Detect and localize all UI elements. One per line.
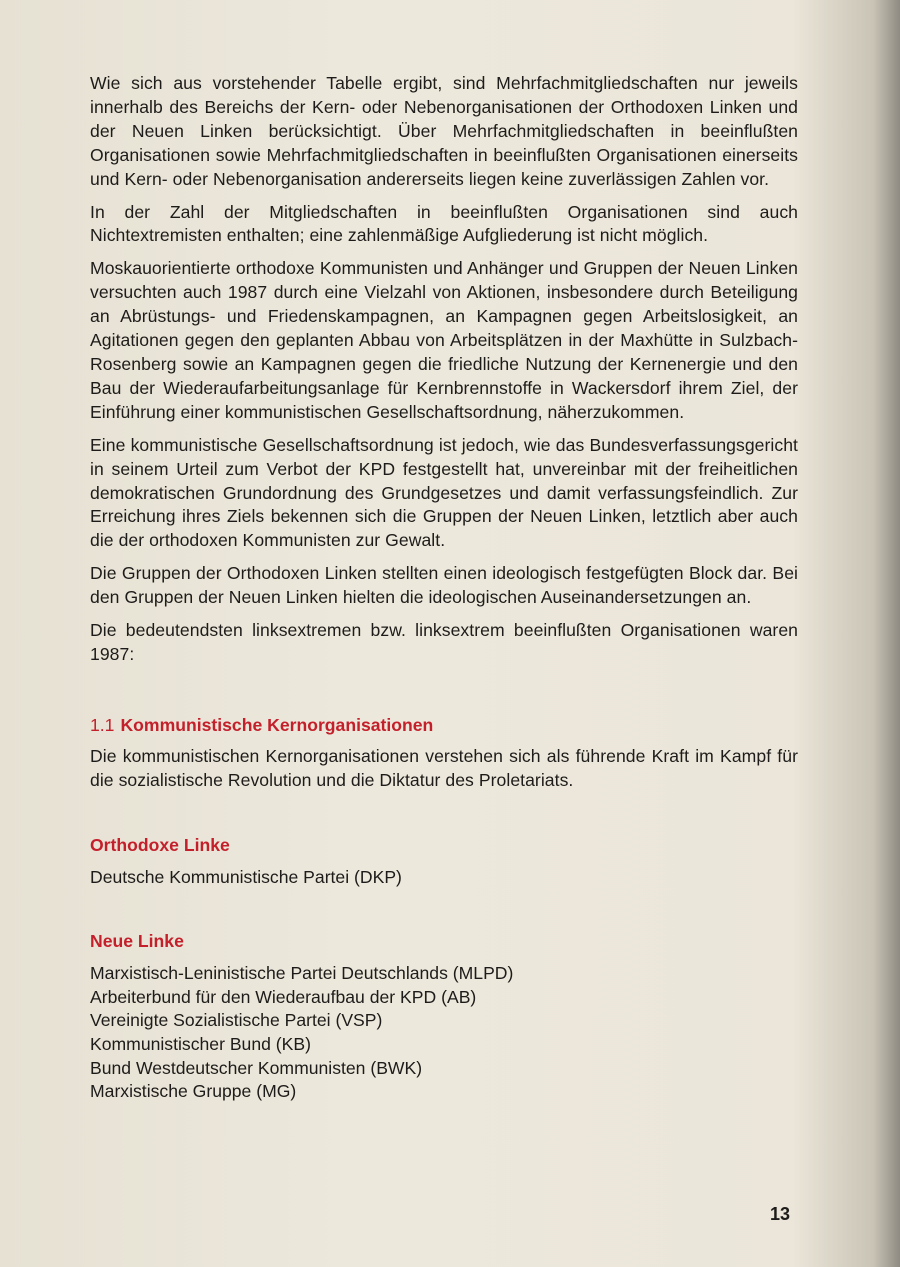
orthodox-left-heading: Orthodoxe Linke: [90, 834, 230, 855]
new-left-heading: Neue Linke: [90, 931, 184, 952]
section-number: 1.1: [90, 714, 115, 735]
list-item: Bund Westdeutscher Kommunisten (BWK): [90, 1057, 423, 1078]
paragraph-main-organisations: Die bedeutendsten linksextremen bzw. linksextrem beeinflußten Organisationen waren 1987:: [90, 620, 798, 664]
section-title: Kommunistische Kernorganisationen: [120, 714, 434, 735]
list-item: Arbeiterbund für den Wiederaufbau der KPD (AB): [90, 986, 477, 1007]
section-intro: Die kommunistischen Kernorganisationen verstehen sich als führende Kraft im Kampf für die sozialistische Revolution und die Diktatur des Proletariats.: [90, 745, 798, 790]
list-item: Kommunistischer Bund (KB): [90, 1034, 311, 1055]
list-item: Deutsche Kommunistische Partei (DKP): [90, 866, 402, 887]
list-item: Marxistische Gruppe (MG): [90, 1081, 297, 1102]
page-number: 13: [770, 1204, 791, 1224]
paragraph-non-extremists: In der Zahl der Mitgliedschaften in beeinflußten Organisationen sind auch Nichtextremisten enthalten; eine zahlenmäßige Aufgliederung ist nicht möglich.: [90, 201, 798, 246]
list-item: Vereinigte Sozialistische Partei (VSP): [90, 1010, 383, 1031]
paragraph-constitutional-court: Eine kommunistische Gesellschaftsordnung ist jedoch, wie das Bundesverfassungsgericht in seinem Urteil zum Verbot der KPD festgestellt hat, unvereinbar mit der freiheitlichen demokratischen Grundordnung des Grundgesetzes und damit verfassungsfeindlich. Zur Erreichung ihres Ziels bekennen sich die Gruppen der Neuen Linken, letztlich aber auch die der orthodoxen Kommunisten zur Gewalt.: [90, 434, 798, 551]
new-left-list: [90, 962, 798, 1104]
paragraph-activities-1987: Moskauorientierte orthodoxe Kommunisten und Anhänger und Gruppen der Neuen Linken versuchten auch 1987 durch eine Vielzahl von Aktionen, insbesondere durch Beteiligung an Abrüstungs- und Friedenskampagnen, an Kampagnen gegen Arbeitslosigkeit, an Agitationen gegen den geplanten Abbau von Arbeitsplätzen in der Maxhütte in Sulzbach-Rosenberg sowie an Kampagnen gegen die friedliche Nutzung der Kernenergie und den Bau der Wiederaufarbeitungsanlage für Kernbrennstoffe in Wackersdorf ihrem Ziel, der Einführung einer kommunistischen Gesellschaftsordnung, näherzukommen.: [90, 258, 798, 422]
page-content: [90, 72, 798, 1104]
orthodox-left-list: [90, 866, 798, 890]
paragraph-membership-note: Wie sich aus vorstehender Tabelle ergibt, sind Mehrfachmitgliedschaften nur jeweils innerhalb des Bereichs der Kern- oder Nebenorganisationen der Orthodoxen Linken und der Neuen Linken berücksichtigt. Über Mehrfachmitgliedschaften in beeinflußten Organisationen sowie Mehrfachmitgliedschaften in beeinflußten Organisationen einerseits und Kern- oder Nebenorganisation andererseits liegen keine zuverlässigen Zahlen vor.: [90, 73, 798, 189]
paragraph-ideological-block: Die Gruppen der Orthodoxen Linken stellten einen ideologisch festgefügten Block dar. Bei den Gruppen der Neuen Linken hielten die ideologischen Auseinandersetzungen an.: [90, 563, 798, 608]
section-heading: [90, 713, 798, 737]
list-item: Marxistisch-Leninistische Partei Deutschlands (MLPD): [90, 963, 514, 984]
